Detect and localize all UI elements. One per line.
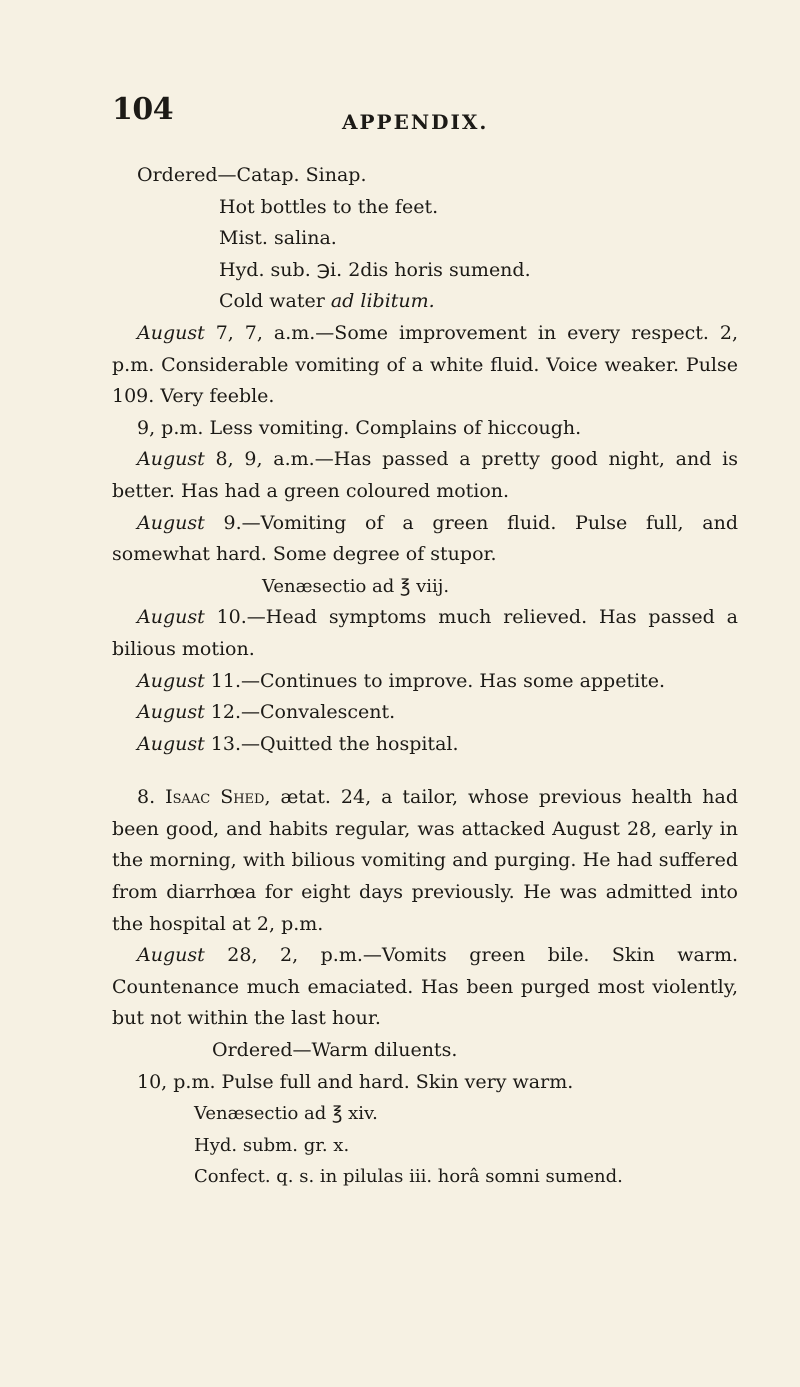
entry-text: 9.—Vomiting of a green fluid. Pulse full, and somewhat hard. Some degree of stupor.: [112, 511, 738, 566]
entry-text: 8, 9, a.m.—Has passed a pretty good night, and is better. Has had a green coloured motion.: [112, 448, 738, 502]
running-head: APPENDIX.: [342, 110, 489, 134]
entry-text: 28, 2, p.m.—Vomits green bile. Skin warm. Countenance much emaciated. Has been purged most violently, but not within the last hour.: [112, 944, 738, 1030]
section-gap: [112, 760, 738, 782]
prescription-block: [137, 160, 738, 318]
entry-date: August: [137, 511, 205, 534]
entry-text: 10.—Head symptoms much relieved. Has passed a bilious motion.: [112, 606, 738, 660]
prescription-line: Hot bottles to the feet.: [219, 195, 439, 218]
paragraph-10pm: 10, p.m. Pulse full and hard. Skin very warm.: [137, 1070, 574, 1093]
entry-date: August: [137, 669, 205, 692]
prescription-line: [219, 286, 738, 318]
entry-date: August: [137, 321, 205, 344]
page-number: 104: [112, 92, 174, 127]
paragraph-aug7: [112, 318, 738, 413]
paragraph-aug12: [112, 697, 738, 729]
prescription-line: Hyd. sub. ℈i. 2dis horis sumend.: [219, 258, 531, 281]
prescription-line: Confect. q. s. in pilulas iii. horâ somni sumend.: [194, 1166, 623, 1188]
patient-name: Isaac Shed,: [165, 786, 271, 809]
paragraph-aug28: [112, 940, 738, 1035]
prescription-line: Hyd. subm. gr. x.: [194, 1134, 350, 1156]
paragraph-aug9: [112, 508, 738, 571]
entry-date: August: [137, 606, 205, 629]
entry-date: August: [137, 448, 205, 471]
prescription-line: Mist. salina.: [219, 227, 337, 250]
entry-date: August: [137, 732, 205, 755]
entry-text: 12.—Convalescent.: [204, 701, 396, 724]
prescription-block: [194, 1098, 738, 1193]
paragraph-aug10: [112, 602, 738, 665]
entry-text: 13.—Quitted the hospital.: [204, 732, 459, 755]
prescription-line: Venæsectio ad ℥ viij.: [262, 575, 450, 597]
entry-date: August: [137, 701, 205, 724]
page-body: [112, 160, 738, 1193]
prescription-text: Cold water: [219, 290, 331, 313]
entry-date: August: [137, 944, 205, 967]
case-text: ætat. 24, a tailor, whose previous health had been good, and habits regular, was attacked August 28, early in the morning, with bilious vomiting and purging. He had suffered from diarrhœa for eight days previously. He was admitted into the hospital at 2, p.m.: [112, 786, 738, 935]
paragraph-aug7-evening: 9, p.m. Less vomiting. Complains of hiccough.: [137, 416, 582, 439]
entry-text: 11.—Continues to improve. Has some appetite.: [204, 669, 666, 692]
paragraph-aug11: [112, 666, 738, 698]
paragraph-aug13: [112, 729, 738, 761]
prescription-line: Venæsectio ad ℥ xiv.: [194, 1103, 378, 1125]
paragraph-aug8: [112, 444, 738, 507]
entry-text: 7, 7, a.m.—Some improvement in every respect. 2, p.m. Considerable vomiting of a white fluid. Voice weaker. Pulse 109. Very feeble.: [112, 321, 738, 408]
case-number: 8.: [137, 786, 166, 809]
prescription-italic: ad libitum.: [330, 290, 435, 313]
paragraph-case-8: [112, 782, 738, 940]
prescription-line: Ordered—Catap. Sinap.: [137, 164, 367, 186]
prescription-line: Ordered—Warm diluents.: [212, 1039, 458, 1062]
